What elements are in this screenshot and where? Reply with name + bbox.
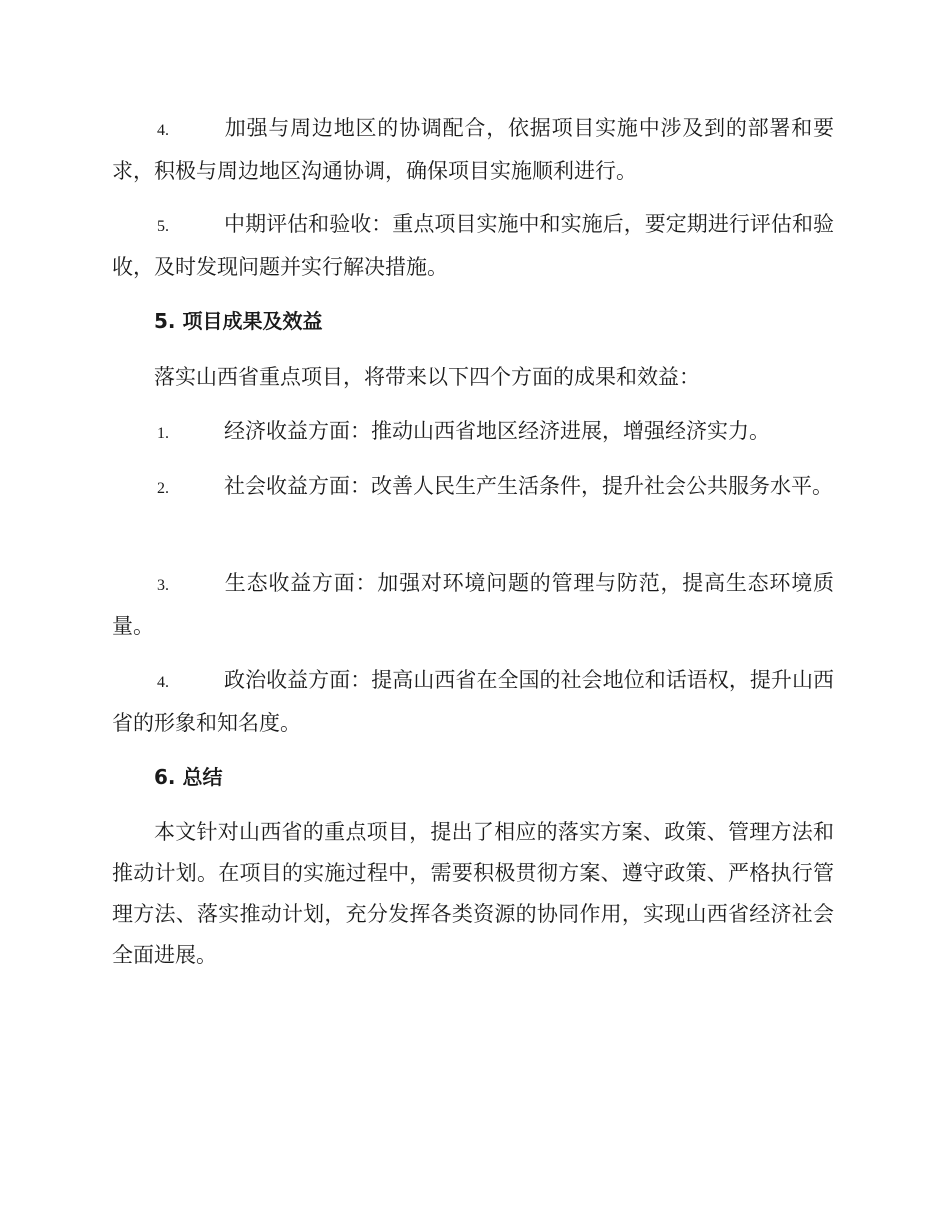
- list-text: 政治收益方面：提高山西省在全国的社会地位和话语权，提升山西省的形象和知名度。: [112, 668, 834, 735]
- list-item: [112, 108, 834, 192]
- list-item: [112, 411, 834, 454]
- list-text: 生态收益方面：加强对环境问题的管理与防范，提高生态环境质量。: [112, 571, 834, 638]
- section-heading: 6. 总结: [154, 765, 223, 789]
- list-item: [112, 563, 834, 647]
- section-heading: 5. 项目成果及效益: [154, 309, 323, 333]
- list-item: [112, 466, 834, 509]
- list-text: 中期评估和验收：重点项目实施中和实施后，要定期进行评估和验收，及时发现问题并实行解决措施。: [112, 212, 834, 279]
- list-number: 1.: [157, 425, 169, 442]
- list-number: 4.: [157, 122, 169, 139]
- list-number: 5.: [157, 218, 169, 235]
- list-item: [112, 660, 834, 744]
- list-number: 2.: [157, 480, 169, 497]
- list-number: 4.: [157, 674, 169, 691]
- list-number: 3.: [157, 577, 169, 594]
- list-text: 社会收益方面：改善人民生产生活条件，提升社会公共服务水平。: [224, 474, 833, 498]
- list-item: [112, 204, 834, 288]
- summary-paragraph: 本文针对山西省的重点项目，提出了相应的落实方案、政策、管理方法和推动计划。在项目的实施过程中，需要积极贯彻方案、遵守政策、严格执行管理方法、落实推动计划，充分发挥各类资源的协同作用，实现山西省经济社会全面进展。: [112, 820, 834, 967]
- list-text: 经济收益方面：推动山西省地区经济进展，增强经济实力。: [224, 419, 770, 443]
- list-text: 加强与周边地区的协调配合，依据项目实施中涉及到的部署和要求，积极与周边地区沟通协调，确保项目实施顺利进行。: [112, 116, 834, 183]
- section-intro: 落实山西省重点项目，将带来以下四个方面的成果和效益：: [154, 365, 700, 389]
